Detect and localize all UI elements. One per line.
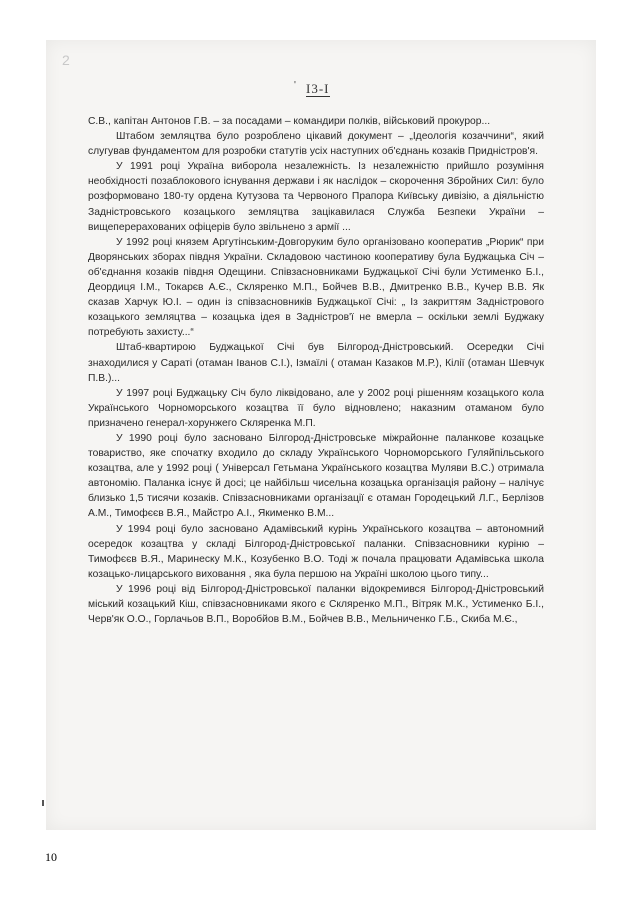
corner-page-mark: 2 (62, 52, 70, 68)
paragraph-6: У 1997 році Буджацьку Січ було ліквідовано, але у 2002 році рішенням козацького кола Українського Чорноморського козацтва її було відновлено; наказним отаманом було призначено генерал-хорунжего Скляренка М.П. (88, 387, 544, 429)
paragraph-1: С.В., капітан Антонов Г.В. – за посадами – командири полків, військовий прокурор... (88, 116, 491, 127)
paragraph-3: У 1991 році Україна виборола незалежність. Із незалежністю прийшло розуміння необхідності позаблокового існування держави і як наслідок – скорочення Збройних Сил: було розформовано 180-ту ордена Кутузова та Червоного Прапора Київську дивізію, а діяльністю Задністровського козацького земляцтва зацікавилася Служба Безпеки України – вищеперерахованих офіцерів було звільнено з армії ... (88, 161, 544, 233)
paragraph-8: У 1994 році було засновано Адамівський курінь Українського козацтва – автономний осередок козацтва у складі Білгород-Дністровської паланки. Співзасновники куріню – Тимофєєв В.Я., Маринеску М.К., Козубенко В.О. Тоді ж почала працювати Адамівська школа козацько-лицарського виховання , яка була першою на Україні школою цього типу... (88, 523, 544, 580)
document-body (88, 114, 544, 627)
paragraph-2: Штабом земляцтва було розроблено цікавий документ – „Ідеологія козаччини“, який слугував фундаментом для розробки статутів усіх наступних об'єднань козаків Придністров'я. (88, 131, 544, 158)
page-number: 10 (45, 850, 57, 864)
archive-stamp: I3-I (306, 81, 330, 96)
paragraph-7: У 1990 році було засновано Білгород-Дністровське міжрайонне паланкове козацьке товариство, яке спочатку входило до складу Українського Чорноморського Гуляйпільського козацтва, але у 1992 році ( Універсал Гетьмана Українського козацтва Муляви В.С.) отримала автономію. Паланка існує й досі; це найбільш чисельна козацька організація району – налічує близько 1,5 тисячи козаків. Співзасновниками організації є отаман Городецький Л.Г., Берлізов А.М., Тимофєєв В.Я., Майстро А.І., Якименко В.М... (88, 432, 544, 520)
scan-artifact-mark (42, 800, 44, 806)
paragraph-4: У 1992 році князем Аргутінським-Довгоруким було організовано кооператив „Рюрик“ при Дворянських зборах півдня України. Складовою частиною кооперативу була Буджацька Січ – об'єднання козаків півдня Одещини. Співзасновниками Буджацької Січі були Устименко Б.І., Деордиця І.М., Токарєв А.Є., Скляренко М.П., Бойчев В.В., Дмитренко В.В., Кучер В.В. Як сказав Харчук Ю.І. – один із співзасновників Буджацької Січі: „ Із закриттям Задністрового козацького земляцтва – козацька ідея в Задністров'ї не вмерла – оскільки землі Буджаку потребують захисту...“ (88, 236, 544, 339)
paragraph-5: Штаб-квартирою Буджацької Січі був Білгород-Дністровський. Осередки Січі знаходилися у Сараті (отаман Іванов С.І.), Ізмаїлі ( отаман Казаков М.Р.), Кілії (отаман Шевчук П.В.)... (88, 342, 544, 384)
paragraph-9: У 1996 році від Білгород-Дністровської паланки відокремився Білгород-Дністровський міський козацький Кіш, співзасновниками якого є Скляренко М.П., Вітряк М.К., Устименко Б.І., Черв'як О.О., Горлачьов В.П., Воробйов В.М., Бойчев В.В., Мельниченко Г.Б., Скиба М.Є., (88, 583, 544, 626)
stamp-tick-mark: ' (294, 80, 296, 91)
